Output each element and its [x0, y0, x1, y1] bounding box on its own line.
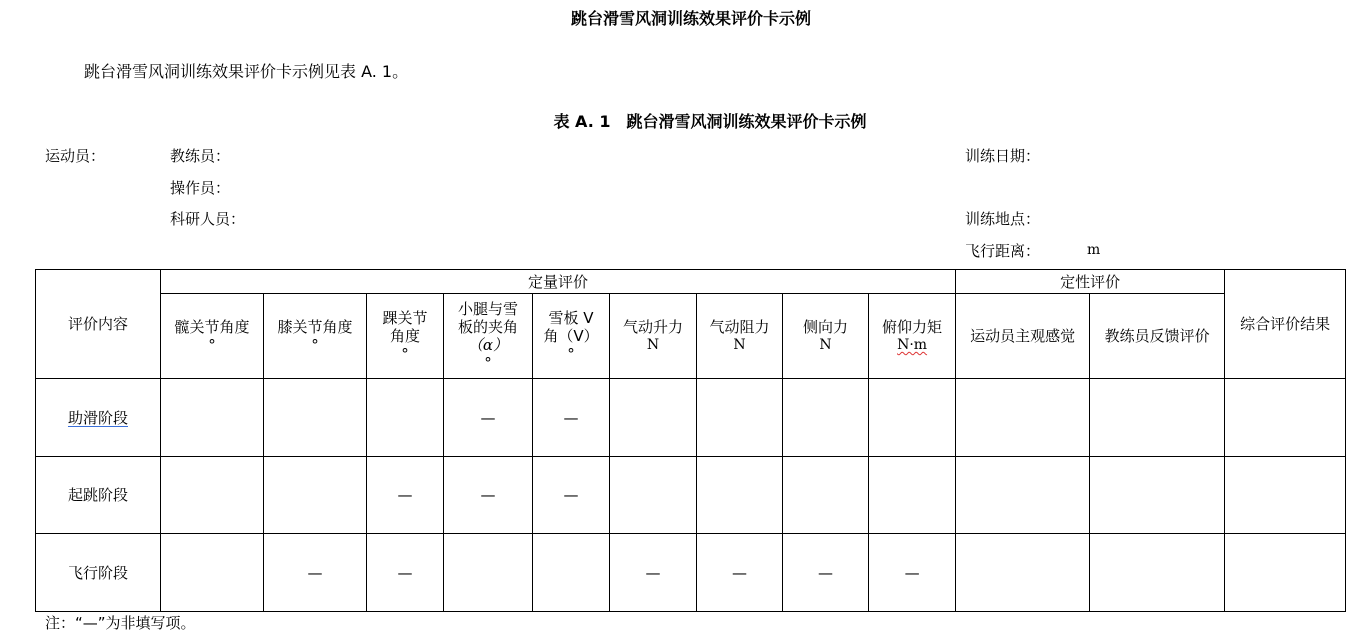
- coach-label: 教练员：: [170, 147, 231, 165]
- header-lift: [610, 294, 697, 379]
- lateral-label: 侧向力: [802, 318, 848, 336]
- table-cell[interactable]: [1225, 379, 1346, 457]
- table-cell[interactable]: [161, 457, 264, 534]
- row-stage-label: [36, 379, 161, 457]
- table-cell: —: [533, 457, 610, 534]
- table-note: 注：“—”为非填写项。: [45, 614, 196, 632]
- header-quantitative: 定量评价: [161, 270, 956, 294]
- table-cell[interactable]: [161, 534, 264, 612]
- table-cell[interactable]: [533, 534, 610, 612]
- document-title: 跳台滑雪风洞训练效果评价卡示例: [570, 9, 811, 28]
- row-stage-label: [36, 534, 161, 612]
- leg-label-line3: （α）: [467, 336, 509, 354]
- ankle-label-line1: 踝关节: [382, 309, 428, 327]
- header-qualitative: 定性评价: [956, 270, 1225, 294]
- table-cell[interactable]: [956, 534, 1090, 612]
- table-cell: —: [264, 534, 367, 612]
- training-location-label: 训练地点：: [965, 210, 1041, 228]
- header-ski-v-angle: [533, 294, 610, 379]
- drag-label: 气动阻力: [709, 318, 770, 336]
- leg-label-line2: 板的夹角: [457, 318, 518, 336]
- header-ankle-angle: [367, 294, 444, 379]
- table-cell: —: [869, 534, 956, 612]
- header-coach-feedback: 教练员反馈评价: [1090, 294, 1225, 379]
- header-content: 评价内容: [36, 270, 161, 379]
- evaluation-card-table: [35, 269, 1346, 612]
- knee-label: 膝关节角度: [277, 318, 353, 336]
- ski-label-line2: 角（V）: [543, 327, 599, 345]
- header-hip-angle: [161, 294, 264, 379]
- table-cell[interactable]: [697, 457, 783, 534]
- table-cell[interactable]: [956, 457, 1090, 534]
- table-cell: —: [444, 379, 533, 457]
- header-row-group: [36, 270, 1346, 294]
- lift-label: 气动升力: [622, 318, 683, 336]
- table-cell[interactable]: [783, 457, 869, 534]
- lateral-unit: N: [819, 337, 832, 353]
- lift-unit: N: [646, 337, 660, 353]
- table-row: [36, 534, 1346, 612]
- table-cell[interactable]: [869, 379, 956, 457]
- table-cell: —: [444, 457, 533, 534]
- table-cell[interactable]: [697, 379, 783, 457]
- table-cell[interactable]: [161, 379, 264, 457]
- table-cell: —: [533, 379, 610, 457]
- ski-label-line1: 雪板 V: [548, 309, 594, 327]
- table-cell: —: [610, 534, 697, 612]
- header-athlete-feel: 运动员主观感觉: [956, 294, 1090, 379]
- header-knee-angle: [264, 294, 367, 379]
- header-leg-ski-angle: [444, 294, 533, 379]
- table-cell[interactable]: [956, 379, 1090, 457]
- table-caption: 表 A. 1 跳台滑雪风洞训练效果评价卡示例: [553, 112, 867, 131]
- pitch-unit: N·m: [897, 337, 928, 353]
- operator-label: 操作员：: [170, 179, 231, 197]
- table-cell[interactable]: [1090, 379, 1225, 457]
- table-cell[interactable]: [1090, 457, 1225, 534]
- table-cell[interactable]: [1090, 534, 1225, 612]
- header-drag: [697, 294, 783, 379]
- header-row-items: [36, 294, 1346, 379]
- pitch-label: 俯仰力矩: [882, 318, 943, 336]
- table-cell[interactable]: [367, 379, 444, 457]
- ankle-label-line2: 角度: [389, 327, 420, 345]
- header-pitch-moment: [869, 294, 956, 379]
- researcher-label: 科研人员：: [170, 210, 246, 228]
- row-stage-label: [36, 457, 161, 534]
- leg-unit: °: [484, 354, 492, 372]
- ankle-unit: °: [401, 345, 409, 363]
- flight-distance-label: 飞行距离：: [965, 242, 1041, 260]
- table-cell: —: [367, 534, 444, 612]
- ski-unit: °: [567, 345, 575, 363]
- table-cell[interactable]: [264, 379, 367, 457]
- stage-name: 助滑阶段: [67, 408, 128, 427]
- table-cell[interactable]: [1225, 534, 1346, 612]
- table-cell: —: [367, 457, 444, 534]
- athlete-label: 运动员：: [45, 147, 106, 165]
- intro-paragraph: 跳台滑雪风洞训练效果评价卡示例见表 A. 1。: [84, 62, 409, 81]
- hip-unit: °: [208, 336, 216, 354]
- table-cell[interactable]: [444, 534, 533, 612]
- hip-label: 髋关节角度: [174, 318, 250, 336]
- table-cell[interactable]: [264, 457, 367, 534]
- table-cell[interactable]: [783, 379, 869, 457]
- drag-unit: N: [733, 337, 746, 353]
- header-lateral-force: [783, 294, 869, 379]
- flight-distance-unit: m: [1087, 242, 1101, 258]
- table-cell[interactable]: [610, 457, 697, 534]
- table-row: [36, 379, 1346, 457]
- training-date-label: 训练日期：: [965, 147, 1041, 165]
- stage-name: 飞行阶段: [67, 563, 128, 582]
- header-overall: 综合评价结果: [1225, 270, 1346, 379]
- table-row: [36, 457, 1346, 534]
- leg-label-line1: 小腿与雪: [457, 300, 518, 318]
- table-cell: —: [783, 534, 869, 612]
- stage-name: 起跳阶段: [67, 486, 128, 504]
- table-cell[interactable]: [610, 379, 697, 457]
- table-cell[interactable]: [869, 457, 956, 534]
- table-cell: —: [697, 534, 783, 612]
- knee-unit: °: [311, 336, 319, 354]
- table-cell[interactable]: [1225, 457, 1346, 534]
